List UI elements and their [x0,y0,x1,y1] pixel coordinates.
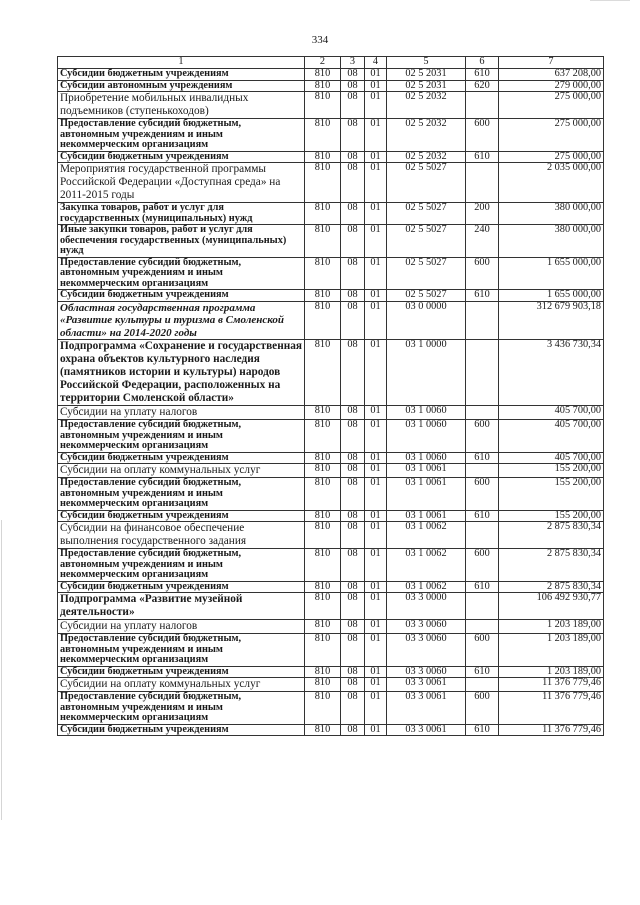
amount: 1 655 000,00 [499,290,604,302]
amount: 275 000,00 [499,92,604,119]
target-article-code: 03 3 0060 [387,620,466,634]
table-row [58,92,604,119]
row-description: Субсидии бюджетным учреждениям [58,151,305,163]
row-description: Закупка товаров, работ и услуг для государственных (муниципальных) нужд [58,203,305,225]
expense-type-code [466,406,499,420]
ministry-code: 810 [305,510,341,522]
section-code: 08 [341,634,365,667]
section-code: 08 [341,620,365,634]
subsection-code: 01 [365,163,387,203]
target-article-code: 02 5 5027 [387,290,466,302]
amount: 380 000,00 [499,203,604,225]
ministry-code: 810 [305,119,341,152]
target-article-code: 03 1 0060 [387,420,466,453]
amount: 155 200,00 [499,478,604,511]
table-row [58,522,604,549]
row-description: Предоставление субсидий бюджетным, автономным учреждениям и иным некоммерческим организациям [58,420,305,453]
expense-type-code: 200 [466,203,499,225]
amount: 405 700,00 [499,452,604,464]
ministry-code: 810 [305,593,341,620]
ministry-code: 810 [305,549,341,582]
ministry-code: 810 [305,257,341,290]
target-article-code: 03 3 0060 [387,666,466,678]
expense-type-code [466,620,499,634]
section-code: 08 [341,340,365,406]
table-row [58,464,604,478]
table-row [58,692,604,725]
expense-type-code: 600 [466,119,499,152]
expense-type-code: 620 [466,80,499,92]
row-description: Подпрограмма «Сохранение и государственная охрана объектов культурного наследия (памятников истории и культуры) народов Российской Федерации, расположенных на территории Смоленской области» [58,340,305,406]
table-row [58,452,604,464]
amount: 275 000,00 [499,151,604,163]
subsection-code: 01 [365,678,387,692]
target-article-code: 03 1 0061 [387,464,466,478]
column-header: 7 [499,57,604,69]
table-row [58,203,604,225]
target-article-code: 03 1 0062 [387,549,466,582]
scan-corner-mark [590,0,630,1]
amount: 1 655 000,00 [499,257,604,290]
row-description: Субсидии на финансовое обеспечение выполнения государственного задания [58,522,305,549]
target-article-code: 02 5 2031 [387,80,466,92]
ministry-code: 810 [305,151,341,163]
subsection-code: 01 [365,452,387,464]
subsection-code: 01 [365,290,387,302]
expense-type-code [466,163,499,203]
expense-type-code [466,92,499,119]
ministry-code: 810 [305,678,341,692]
table-row [58,634,604,667]
section-code: 08 [341,692,365,725]
section-code: 08 [341,203,365,225]
table-row [58,290,604,302]
subsection-code: 01 [365,478,387,511]
amount: 637 208,00 [499,69,604,81]
amount: 155 200,00 [499,464,604,478]
row-description: Субсидии бюджетным учреждениям [58,666,305,678]
expense-type-code: 600 [466,692,499,725]
table-row [58,80,604,92]
subsection-code: 01 [365,724,387,736]
subsection-code: 01 [365,634,387,667]
table-row [58,257,604,290]
target-article-code: 02 5 2032 [387,92,466,119]
target-article-code: 03 1 0061 [387,478,466,511]
subsection-code: 01 [365,257,387,290]
expense-type-code [466,593,499,620]
row-description: Предоставление субсидий бюджетным, автономным учреждениям и иным некоммерческим организациям [58,119,305,152]
target-article-code: 03 3 0061 [387,692,466,725]
table-row [58,478,604,511]
section-code: 08 [341,464,365,478]
row-description: Субсидии бюджетным учреждениям [58,452,305,464]
ministry-code: 810 [305,634,341,667]
table-row [58,678,604,692]
section-code: 08 [341,452,365,464]
expense-type-code: 600 [466,549,499,582]
section-code: 08 [341,80,365,92]
row-description: Субсидии бюджетным учреждениям [58,290,305,302]
amount: 1 203 189,00 [499,620,604,634]
amount: 11 376 779,46 [499,692,604,725]
ministry-code: 810 [305,69,341,81]
row-description: Субсидии бюджетным учреждениям [58,724,305,736]
ministry-code: 810 [305,420,341,453]
amount: 106 492 930,77 [499,593,604,620]
table-row [58,581,604,593]
ministry-code: 810 [305,163,341,203]
table-row [58,69,604,81]
row-description: Предоставление субсидий бюджетным, автономным учреждениям и иным некоммерческим организациям [58,549,305,582]
target-article-code: 03 1 0062 [387,581,466,593]
target-article-code: 03 3 0061 [387,678,466,692]
ministry-code: 810 [305,301,341,340]
subsection-code: 01 [365,692,387,725]
section-code: 08 [341,510,365,522]
amount: 405 700,00 [499,420,604,453]
target-article-code: 03 0 0000 [387,301,466,340]
subsection-code: 01 [365,464,387,478]
target-article-code: 02 5 2032 [387,151,466,163]
ministry-code: 810 [305,620,341,634]
table-row [58,406,604,420]
row-description: Предоставление субсидий бюджетным, автономным учреждениям и иным некоммерческим организациям [58,634,305,667]
table-row [58,549,604,582]
target-article-code: 03 3 0000 [387,593,466,620]
table-row [58,593,604,620]
expense-type-code: 600 [466,634,499,667]
table-row [58,510,604,522]
subsection-code: 01 [365,549,387,582]
section-code: 08 [341,301,365,340]
section-code: 08 [341,478,365,511]
expense-type-code [466,522,499,549]
table-row [58,340,604,406]
ministry-code: 810 [305,203,341,225]
row-description: Субсидии автономным учреждениям [58,80,305,92]
row-description: Субсидии на оплату коммунальных услуг [58,464,305,478]
ministry-code: 810 [305,340,341,406]
table-row [58,620,604,634]
row-description: Предоставление субсидий бюджетным, автономным учреждениям и иным некоммерческим организациям [58,257,305,290]
section-code: 08 [341,225,365,258]
amount: 1 203 189,00 [499,666,604,678]
section-code: 08 [341,549,365,582]
target-article-code: 03 1 0060 [387,452,466,464]
expense-type-code: 610 [466,290,499,302]
subsection-code: 01 [365,620,387,634]
row-description: Субсидии бюджетным учреждениям [58,581,305,593]
subsection-code: 01 [365,593,387,620]
subsection-code: 01 [365,119,387,152]
row-description: Субсидии на уплату налогов [58,406,305,420]
ministry-code: 810 [305,80,341,92]
ministry-code: 810 [305,581,341,593]
row-description: Субсидии бюджетным учреждениям [58,510,305,522]
subsection-code: 01 [365,406,387,420]
expense-type-code: 610 [466,510,499,522]
amount: 2 875 830,34 [499,581,604,593]
section-code: 08 [341,666,365,678]
expense-type-code: 610 [466,151,499,163]
subsection-code: 01 [365,301,387,340]
section-code: 08 [341,678,365,692]
expense-type-code [466,678,499,692]
ministry-code: 810 [305,290,341,302]
column-header-row [58,57,604,69]
target-article-code: 02 5 5027 [387,203,466,225]
amount: 2 035 000,00 [499,163,604,203]
column-header: 3 [341,57,365,69]
expense-type-code [466,340,499,406]
expense-type-code: 610 [466,69,499,81]
section-code: 08 [341,522,365,549]
section-code: 08 [341,69,365,81]
column-header: 1 [58,57,305,69]
row-description: Предоставление субсидий бюджетным, автономным учреждениям и иным некоммерческим организациям [58,478,305,511]
target-article-code: 02 5 5027 [387,225,466,258]
expense-type-code: 610 [466,581,499,593]
expense-type-code: 600 [466,478,499,511]
ministry-code: 810 [305,478,341,511]
row-description: Подпрограмма «Развитие музейной деятельности» [58,593,305,620]
row-description: Приобретение мобильных инвалидных подъемников (ступенькоходов) [58,92,305,119]
ministry-code: 810 [305,692,341,725]
table-row [58,420,604,453]
section-code: 08 [341,420,365,453]
amount: 312 679 903,18 [499,301,604,340]
amount: 1 203 189,00 [499,634,604,667]
subsection-code: 01 [365,340,387,406]
row-description: Субсидии на уплату налогов [58,620,305,634]
expense-type-code: 600 [466,420,499,453]
expense-type-code: 610 [466,724,499,736]
subsection-code: 01 [365,225,387,258]
ministry-code: 810 [305,406,341,420]
section-code: 08 [341,92,365,119]
section-code: 08 [341,724,365,736]
ministry-code: 810 [305,666,341,678]
scan-edge-mark [1,520,2,820]
target-article-code: 02 5 2031 [387,69,466,81]
amount: 380 000,00 [499,225,604,258]
row-description: Предоставление субсидий бюджетным, автономным учреждениям и иным некоммерческим организациям [58,692,305,725]
subsection-code: 01 [365,510,387,522]
section-code: 08 [341,163,365,203]
amount: 11 376 779,46 [499,724,604,736]
target-article-code: 02 5 5027 [387,163,466,203]
amount: 405 700,00 [499,406,604,420]
section-code: 08 [341,151,365,163]
budget-table [57,56,604,736]
amount: 279 000,00 [499,80,604,92]
column-header: 5 [387,57,466,69]
row-description: Мероприятия государственной программы Российской Федерации «Доступная среда» на 2011-2015 годы [58,163,305,203]
ministry-code: 810 [305,92,341,119]
target-article-code: 03 1 0060 [387,406,466,420]
ministry-code: 810 [305,724,341,736]
target-article-code: 03 1 0061 [387,510,466,522]
amount: 2 875 830,34 [499,522,604,549]
amount: 3 436 730,34 [499,340,604,406]
subsection-code: 01 [365,522,387,549]
ministry-code: 810 [305,452,341,464]
table-row [58,151,604,163]
ministry-code: 810 [305,522,341,549]
subsection-code: 01 [365,151,387,163]
ministry-code: 810 [305,225,341,258]
subsection-code: 01 [365,420,387,453]
target-article-code: 02 5 2032 [387,119,466,152]
target-article-code: 03 1 0000 [387,340,466,406]
section-code: 08 [341,581,365,593]
target-article-code: 03 1 0062 [387,522,466,549]
section-code: 08 [341,406,365,420]
section-code: 08 [341,257,365,290]
amount: 11 376 779,46 [499,678,604,692]
subsection-code: 01 [365,80,387,92]
column-header: 2 [305,57,341,69]
page-number: 334 [311,34,329,46]
table-row [58,225,604,258]
target-article-code: 03 3 0060 [387,634,466,667]
amount: 155 200,00 [499,510,604,522]
subsection-code: 01 [365,92,387,119]
table-row [58,163,604,203]
table-row [58,666,604,678]
amount: 2 875 830,34 [499,549,604,582]
row-description: Иные закупки товаров, работ и услуг для обеспечения государственных (муниципальных) нужд [58,225,305,258]
subsection-code: 01 [365,581,387,593]
section-code: 08 [341,119,365,152]
table-row [58,119,604,152]
amount: 275 000,00 [499,119,604,152]
table-row [58,724,604,736]
table-row [58,301,604,340]
expense-type-code: 600 [466,257,499,290]
expense-type-code [466,464,499,478]
row-description: Областная государственная программа «Развитие культуры и туризма в Смоленской области» на 2014-2020 годы [58,301,305,340]
subsection-code: 01 [365,69,387,81]
subsection-code: 01 [365,666,387,678]
row-description: Субсидии бюджетным учреждениям [58,69,305,81]
column-header: 6 [466,57,499,69]
row-description: Субсидии на оплату коммунальных услуг [58,678,305,692]
target-article-code: 02 5 5027 [387,257,466,290]
expense-type-code: 610 [466,666,499,678]
expense-type-code [466,301,499,340]
ministry-code: 810 [305,464,341,478]
section-code: 08 [341,593,365,620]
target-article-code: 03 3 0061 [387,724,466,736]
expense-type-code: 240 [466,225,499,258]
subsection-code: 01 [365,203,387,225]
column-header: 4 [365,57,387,69]
expense-type-code: 610 [466,452,499,464]
section-code: 08 [341,290,365,302]
